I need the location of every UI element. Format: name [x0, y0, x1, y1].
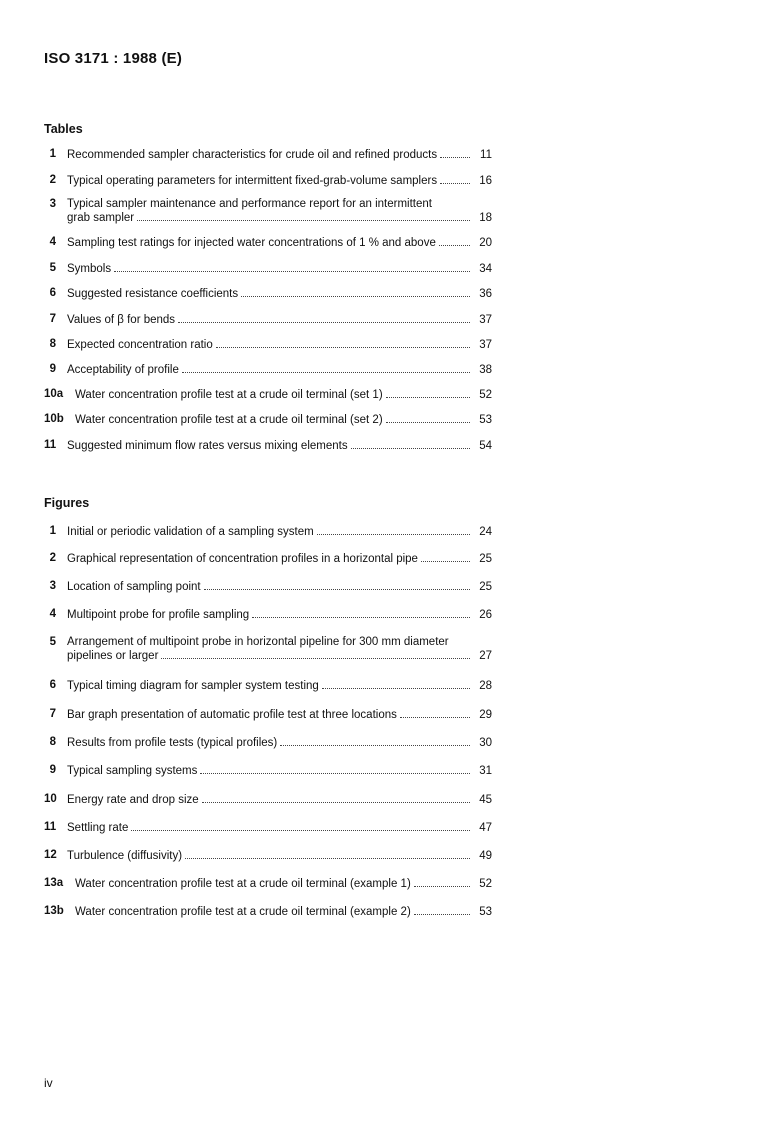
- dot-leader: [178, 313, 470, 323]
- dot-leader: [252, 608, 470, 618]
- table-page-number: 16: [479, 175, 492, 187]
- dot-leader: [400, 708, 470, 718]
- table-page-number: 52: [479, 389, 492, 401]
- figure-page-number: 26: [479, 609, 492, 621]
- figure-title: Arrangement of multipoint probe in horizontal pipeline for 300 mm diameter: [67, 636, 449, 648]
- dot-leader: [182, 363, 470, 373]
- dot-leader: [386, 413, 470, 423]
- figure-title: Settling rate: [67, 822, 129, 834]
- table-title: Symbols: [67, 263, 112, 275]
- figure-number: 5: [49, 636, 56, 648]
- figure-title: Water concentration profile test at a crude oil terminal (example 2): [75, 906, 411, 918]
- dot-leader: [200, 764, 470, 774]
- figure-page-number: 30: [479, 737, 492, 749]
- dot-leader: [114, 262, 470, 272]
- table-title: Sampling test ratings for injected water concentrations of 1 % and above: [67, 237, 436, 249]
- figure-page-number: 53: [479, 906, 492, 918]
- dot-leader: [440, 148, 470, 158]
- table-number: 6: [49, 287, 56, 299]
- table-title: Suggested resistance coefficients: [67, 288, 239, 300]
- table-page-number: 34: [479, 263, 492, 275]
- figure-page-number: 24: [479, 526, 492, 538]
- dot-leader: [322, 679, 470, 689]
- table-title: Typical operating parameters for intermittent fixed-grab-volume samplers: [67, 175, 438, 187]
- document-header: ISO 3171 : 1988 (E): [44, 50, 183, 67]
- figure-number: 9: [49, 764, 56, 776]
- table-number: 4: [49, 236, 56, 248]
- dot-leader: [386, 388, 470, 398]
- figure-number: 4: [49, 608, 56, 620]
- figure-page-number: 25: [479, 553, 492, 565]
- dot-leader: [421, 552, 470, 562]
- table-number: 7: [49, 313, 56, 325]
- figure-title: Typical timing diagram for sampler system testing: [67, 680, 319, 692]
- table-title: Water concentration profile test at a crude oil terminal (set 1): [75, 389, 383, 401]
- table-page-number: 18: [479, 212, 492, 224]
- dot-leader: [161, 649, 470, 659]
- table-page-number: 11: [480, 149, 492, 161]
- dot-leader: [351, 439, 470, 449]
- dot-leader: [414, 877, 470, 887]
- table-title: Expected concentration ratio: [67, 339, 213, 351]
- table-number: 10b: [44, 413, 64, 425]
- table-number: 3: [49, 198, 56, 210]
- figure-page-number: 29: [479, 709, 492, 721]
- table-number: 10a: [44, 388, 64, 400]
- dot-leader: [414, 905, 470, 915]
- figure-title: Location of sampling point: [67, 581, 201, 593]
- table-page-number: 36: [479, 288, 492, 300]
- figure-number: 13a: [44, 877, 64, 889]
- dot-leader: [185, 849, 470, 859]
- table-title: grab sampler: [67, 212, 135, 224]
- table-page-number: 37: [479, 314, 492, 326]
- figure-title: Multipoint probe for profile sampling: [67, 609, 250, 621]
- table-title: Acceptability of profile: [67, 364, 179, 376]
- figure-number: 12: [44, 849, 57, 861]
- table-page-number: 20: [479, 237, 492, 249]
- dot-leader: [131, 821, 470, 831]
- table-title: Values of β for bends: [67, 314, 176, 326]
- figure-number: 3: [49, 580, 56, 592]
- figure-title: Turbulence (diffusivity): [67, 850, 183, 862]
- figure-page-number: 31: [479, 765, 492, 777]
- figure-title: Typical sampling systems: [67, 765, 198, 777]
- figure-page-number: 47: [479, 822, 492, 834]
- tables-section-title: Tables: [44, 122, 83, 136]
- table-page-number: 38: [479, 364, 492, 376]
- table-number: 5: [49, 262, 56, 274]
- table-page-number: 37: [479, 339, 492, 351]
- figure-title: pipelines or larger: [67, 650, 159, 662]
- figure-number: 8: [49, 736, 56, 748]
- figure-page-number: 49: [479, 850, 492, 862]
- table-title: Recommended sampler characteristics for crude oil and refined products: [67, 149, 438, 161]
- figure-page-number: 45: [479, 794, 492, 806]
- table-title: Suggested minimum flow rates versus mixing elements: [67, 440, 348, 452]
- table-page-number: 53: [479, 414, 492, 426]
- figure-page-number: 25: [479, 581, 492, 593]
- dot-leader: [440, 174, 470, 184]
- page-number-footer: iv: [44, 1076, 53, 1090]
- table-number: 1: [49, 148, 56, 160]
- figure-number: 2: [49, 552, 56, 564]
- figure-title: Energy rate and drop size: [67, 794, 199, 806]
- figure-title: Water concentration profile test at a crude oil terminal (example 1): [75, 878, 411, 890]
- table-number: 11: [44, 439, 57, 451]
- table-number: 8: [49, 338, 56, 350]
- figure-page-number: 52: [479, 878, 492, 890]
- dot-leader: [280, 736, 470, 746]
- table-number: 9: [49, 363, 56, 375]
- table-title: Typical sampler maintenance and performance report for an intermittent: [67, 198, 432, 210]
- figure-number: 10: [44, 793, 57, 805]
- figure-number: 1: [49, 525, 56, 537]
- table-page-number: 54: [479, 440, 492, 452]
- dot-leader: [317, 525, 470, 535]
- figure-number: 6: [49, 679, 56, 691]
- figure-number: 11: [44, 821, 57, 833]
- dot-leader: [439, 236, 470, 246]
- dot-leader: [202, 793, 470, 803]
- figure-page-number: 27: [479, 650, 492, 662]
- figure-number: 7: [49, 708, 56, 720]
- figure-title: Initial or periodic validation of a sampling system: [67, 526, 314, 538]
- figure-title: Bar graph presentation of automatic profile test at three locations: [67, 709, 397, 721]
- dot-leader: [137, 211, 470, 221]
- figures-section-title: Figures: [44, 496, 90, 510]
- dot-leader: [216, 338, 470, 348]
- figure-number: 13b: [44, 905, 64, 917]
- table-number: 2: [49, 174, 56, 186]
- dot-leader: [204, 580, 470, 590]
- dot-leader: [241, 287, 470, 297]
- figure-page-number: 28: [479, 680, 492, 692]
- figure-title: Graphical representation of concentration profiles in a horizontal pipe: [67, 553, 418, 565]
- table-title: Water concentration profile test at a crude oil terminal (set 2): [75, 414, 383, 426]
- figure-title: Results from profile tests (typical profiles): [67, 737, 278, 749]
